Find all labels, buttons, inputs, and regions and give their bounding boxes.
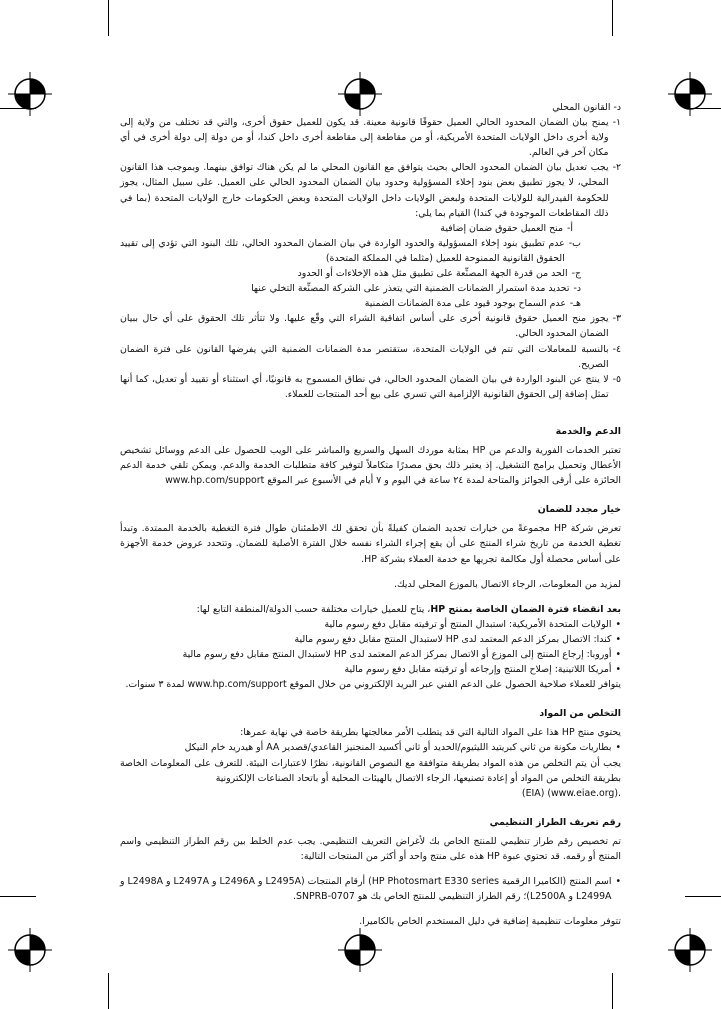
regulatory-footer: تتوفر معلومات تنظيمية إضافية في دليل المستخدم الخاص بالكاميرا. (359, 916, 621, 928)
list-item: • بطاريات مكونة من ثاني كبريتيد الليثيوم/الحديد أو ثاني أكسيد المنجنيز القاعدي/قصدير AA أو هيدريد خام النيكل (184, 742, 621, 754)
registration-mark-icon (668, 72, 712, 116)
crop-mark (612, 0, 613, 36)
list-item: • اسم المنتج (الكاميرا الرقمية HP Photosmart E330 series) أرقام المنتجات (L2495A و L2496A و L2497A و L2498A و L2499A و L2500A)؛ رقم الطراز التنظيمي للمنتج الخاص بك هو SNPRB-0707. (119, 876, 621, 903)
contact-note: لمزيد من المعلومات، الرجاء الاتصال بالموزع المحلي لديك. (394, 578, 621, 590)
list-item: ٣- يجوز منح العميل حقوق قانونية أخرى على أساس اتفاقية الشراء التي وقّع عليها. ولا تتأثر تلك الحقوق على أي حال ببيان الضمان المحدود الحالي. (120, 313, 621, 340)
list-item: ٤- بالنسبة للمعاملات التي تتم في الولايات المتحدة، ستقتصر مدة الضمانات الضمنية التي يفرضها القانون على فترة الضمان الصريح. (120, 343, 621, 370)
disposal-body: يجب أن يتم التخلص من هذه المواد بطريقة متوافقة مع النصوص القانونية، نظرًا لاعتبارات البيئة. للتعرف على المعلومات الخاصة بطريقة التخلص من المواد أو إعادة تصنيعها، الرجاء الاتصال بالهيئات المحلية أو باتحاد الصناعات الإلكترونية (120, 757, 621, 784)
list-item: ١- يمنح بيان الضمان المحدود الحالي العميل حقوقًا قانونية معينة. قد يكون للعميل حقوق أخرى، والتي قد تختلف من ولاية إلى ولاية أخرى داخل الولايات المتحدة الأمريكية، أو من مقاطعة إلى مقاطعة أخرى داخل كندا، أو من دولة إلى دولة أخرى في أي مكان آخر في العالم. (120, 117, 621, 159)
sub-list-item: د- تحديد مدة استمرار الضمانات الضمنية التي يتعذر على الشركة المصنِّعة التخلي عنها (251, 283, 581, 295)
regulatory-heading: رقم تعريف الطراز التنظيمي (489, 816, 621, 828)
support-heading: الدعم والخدمة (555, 425, 621, 437)
crop-mark (685, 896, 721, 897)
eia-link: .(www.eiae.org) (EIA) (521, 787, 621, 799)
list-item: ٥- لا ينتج عن البنود الواردة في بيان الضمان المحدود الحالي، في نطاق المسموح به قانونيًا، أي استثناء أو تقييد أو تعديل، كما أنها تمثل إضافة إلى الحقوق القانونية الإلزامية التي تسري على بيع أحد المنتجات للعملاء. (120, 373, 621, 400)
list-item: • كندا: الاتصال بمركز الدعم المعتمد لدى HP لاستبدال المنتج مقابل دفع رسوم مالية (294, 633, 621, 645)
sub-list-item: أ- منح العميل حقوق ضمان إضافية (440, 222, 573, 234)
list-item: • الولايات المتحدة الأمريكية: استبدال المنتج أو ترقيته مقابل دفع رسوم مالية (324, 618, 621, 630)
sub-list-item: ب- عدم تطبيق بنود إخلاء المسؤولية والحدود الواردة في بيان الضمان المحدود الحالي، تلك البنود التي تؤدي إلى تقييد الحقوق القانونية الممنوحة للعميل (مثلما في المملكة المتحدة) (120, 237, 581, 264)
regulatory-body: تم تخصيص رقم طراز تنظيمي للمنتج الخاص بك لأغراض التعريف التنظيمي. يجب عدم الخلط بين رقم الطراز التنظيمي واسم المنتج أو رقمه. قد تحتوي عبوة HP هذه على منتج واحد أو أكثر من المنتجات التالية: (120, 835, 621, 863)
local-law-title: د- القانون المحلي (552, 102, 621, 113)
list-item: • أوروبا: إرجاع المنتج إلى الموزع أو الاتصال بمركز الدعم المعتمد لدى HP لاستبدال المنتج مقابل دفع رسوم مالية (182, 649, 621, 660)
email-support-note: يتوافر للعملاء صلاحية الحصول على الدعم الفني عبر البريد الإلكتروني من خلال الموقع www.hp.com/support لمدة ٣ سنوات. (125, 679, 621, 691)
registration-mark-icon (8, 72, 52, 116)
crop-mark (108, 973, 109, 1009)
extended-warranty-heading: خيار مجدد للضمان (537, 504, 621, 516)
crop-mark (0, 108, 36, 109)
registration-mark-icon (8, 928, 52, 972)
crop-mark (108, 0, 109, 36)
disposal-intro: يحتوي منتج HP هذا على المواد التالية التي قد يتطلب الأمر معالجتها بطريقة خاصة في نهاية عمرها: (240, 727, 621, 739)
support-body: تعتبر الخدمات الفورية والدعم من HP بمثابة موردك السهل والسريع والمباشر على الويب للحصول على الدعم ووسائل تشخيص الأعطال وتحميل برامج التشغيل. إذ يعتبر ذلك بحق مصدرًا متكاملاً لتوفير كافة متطلبات الخدمة والدعم. ويمكن تلقي خدمة الدعم الحائزة على أرقى الجوائز والمتاحة لمدة ٢٤ ساعة في اليوم و ٧ أيام في الأسبوع عبر الموقع www.hp.com/support (120, 444, 621, 487)
after-warranty-heading: بعد انقضاء فترة الضمان الخاصة بمنتج HP (430, 603, 621, 615)
registration-mark-icon (668, 928, 712, 972)
sub-list-item: هـ- عدم السماح بوجود قيود على مدة الضمانات الضمنية (364, 298, 581, 310)
after-warranty-intro: بعد انقضاء فترة الضمان الخاصة بمنتج HP، يتاح للعميل خيارات مختلفة حسب الدولة/المنطقة التابع لها: (196, 603, 621, 615)
list-item: • أمريكا اللاتينية: إصلاح المنتج وإرجاعه أو ترقيته مقابل دفع رسوم مالية (344, 664, 621, 676)
document-page (119, 100, 621, 928)
disposal-heading: التخلص من المواد (539, 708, 621, 720)
sub-list-item: ج- الحد من قدرة الجهة المصنِّعة على تطبيق مثل هذه الإخلاءات أو الحدود (297, 268, 581, 280)
registration-mark-icon (338, 928, 382, 972)
crop-mark (612, 973, 613, 1009)
extended-warranty-body: تعرض شركة HP مجموعةً من خيارات تجديد الضمان كفيلةً بأن تحقق لك الاطمئنان طوال فترة التغطية بالخدمة الممتدة. وتبدأ تغطية الخدمة من تاريخ شراء المنتج على أن يقع إجراء الشراء نفسه خلال الفترة الأصلية للضمان. وتتحدد عروض خدمة الأجهزة على أساس محصلة أول مكالمة تجريها مع خدمة العملاء بشركة HP. (120, 523, 621, 565)
list-item: ٢- يجب تعديل بيان الضمان المحدود الحالي بحيث يتوافق مع القانون المحلي ما لم يكن هناك توافق بينهما. وبموجب هذا القانون المحلي، لا يجوز تطبيق بعض بنود إخلاء المسؤولية وحدود بيان الضمان المحدود الحالي على العميل. على سبيل المثال، يجوز للحكومة الفيدرالية للولايات المتحدة ولبعض الولايات داخل الولايات المتحدة وبعض الحكومات خارج الولايات المتحدة (بما في ذلك المقاطعات الموجودة في كندا) القيام بما يلي: (120, 162, 621, 219)
crop-mark (685, 108, 721, 109)
crop-mark (0, 896, 36, 897)
